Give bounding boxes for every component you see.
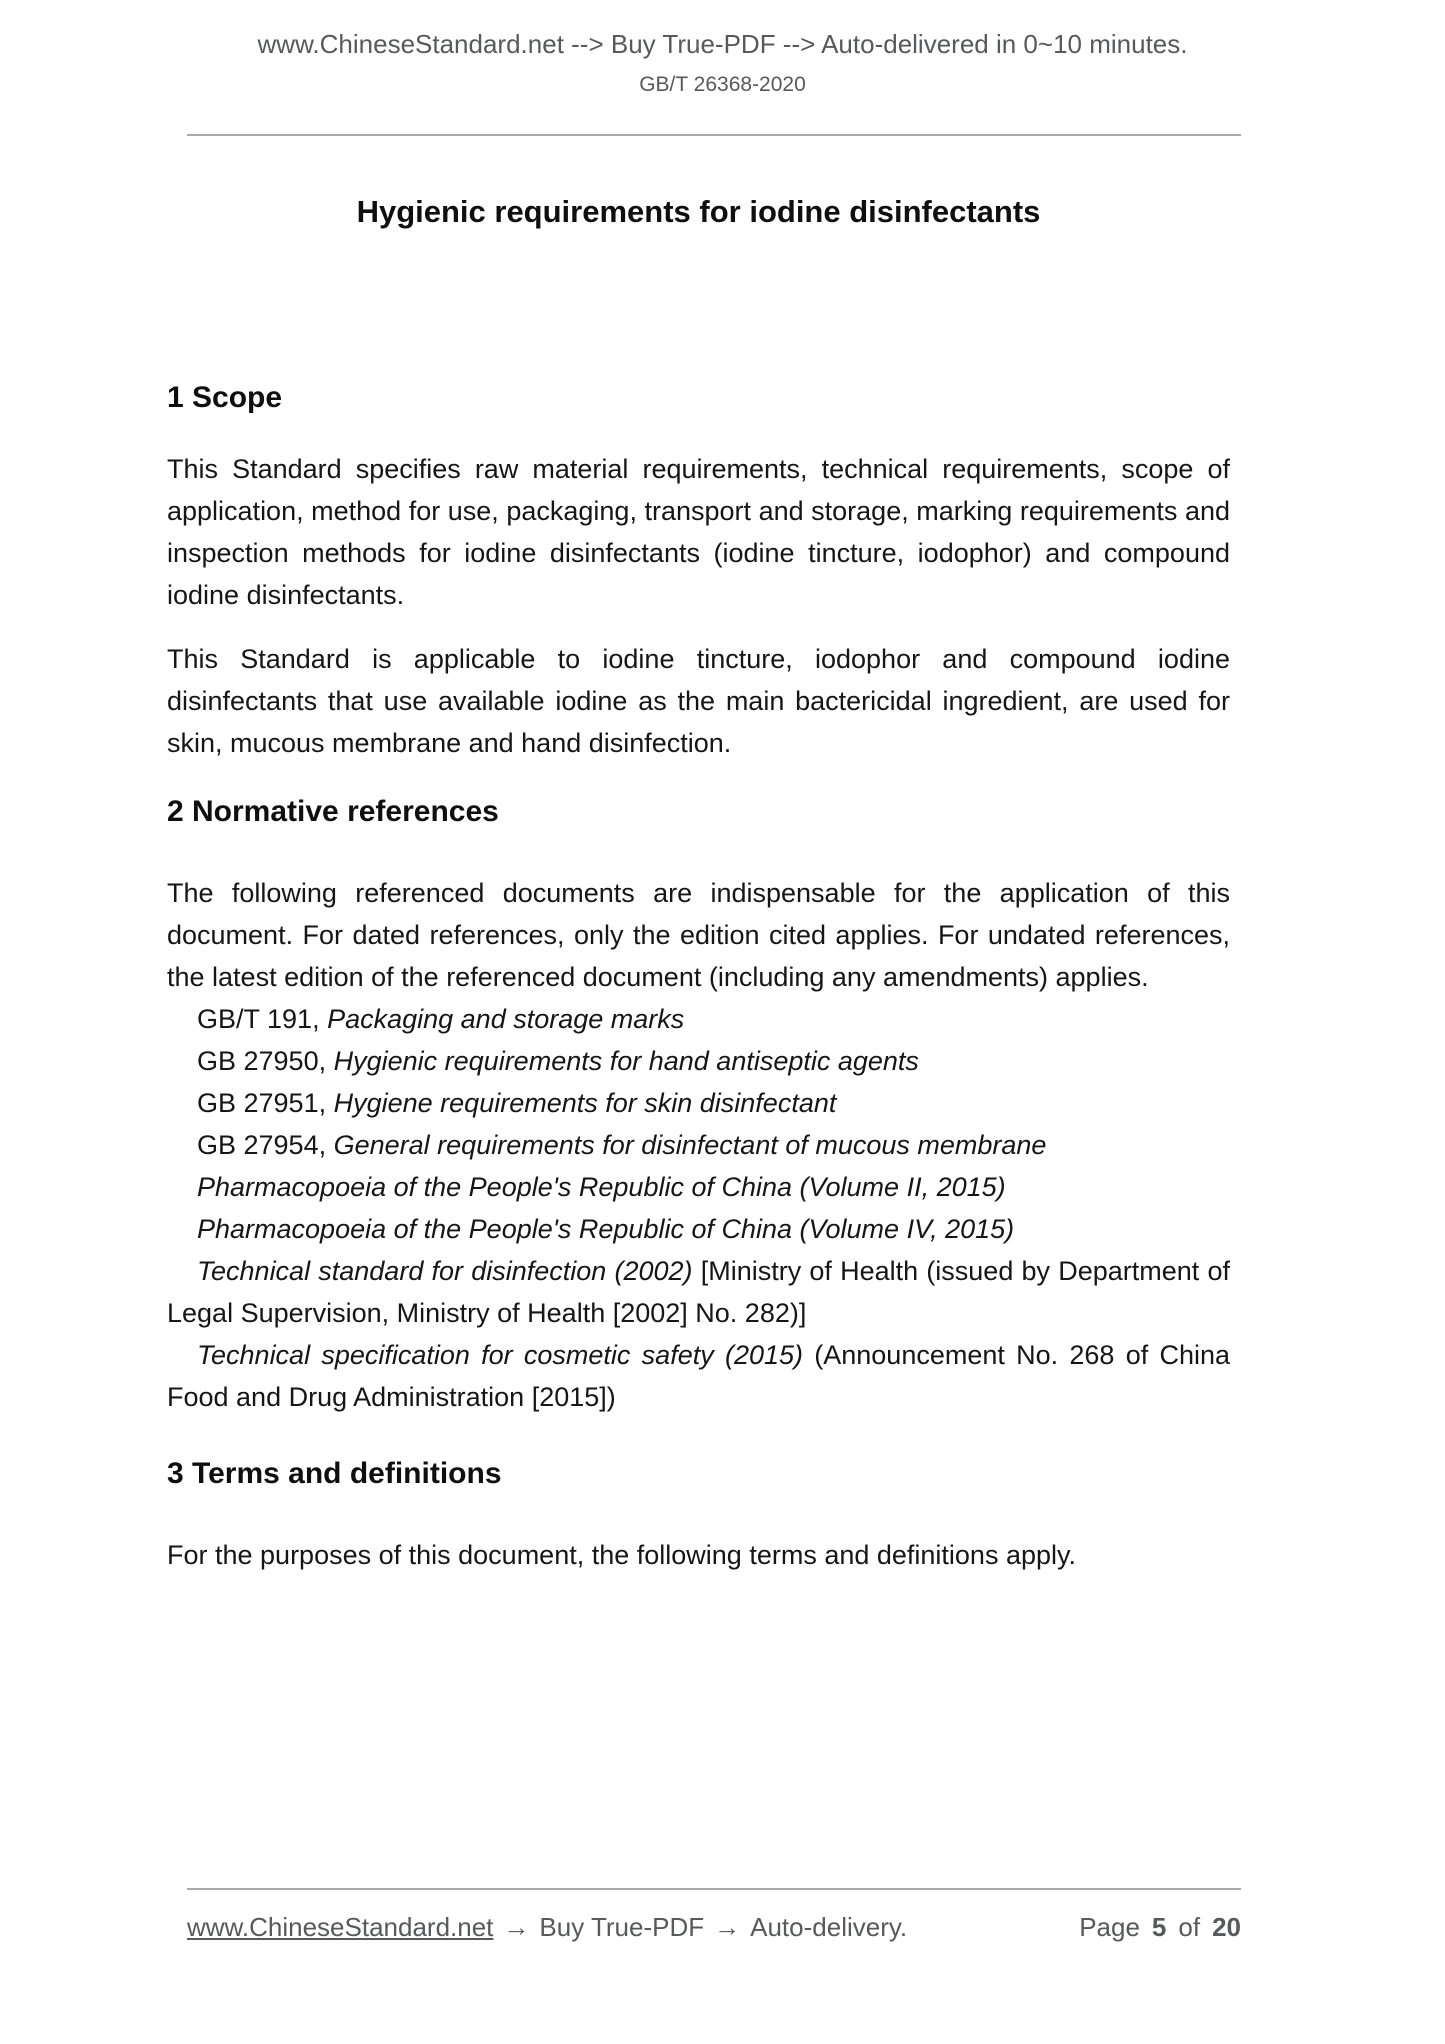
reference-item xyxy=(167,1334,1230,1418)
page-number: 5 xyxy=(1151,1912,1167,1942)
page-header xyxy=(0,0,1445,98)
page-indicator xyxy=(1079,1912,1241,1943)
normative-intro: The following referenced documents are indispensable for the application of this document. For dated references, only the edition cited applies. For undated references, the latest edition of the referenced document (including any amendments) applies. xyxy=(167,878,1230,992)
section-heading-normative: 2 Normative references xyxy=(167,795,499,828)
page-total: 20 xyxy=(1212,1912,1241,1942)
arrow-right-icon: → xyxy=(503,1912,530,1942)
reference-item xyxy=(167,1250,1230,1334)
reference-rest: (Announcement No. 268 of China Food and Drug Administration [2015]) xyxy=(167,1340,1230,1412)
page-label: Page xyxy=(1079,1912,1140,1942)
reference-item xyxy=(167,1082,1230,1124)
reference-code: GB 27950, xyxy=(197,1046,334,1076)
footer-site-link[interactable]: www.ChineseStandard.net xyxy=(187,1912,494,1942)
footer-buy-text: Buy True-PDF xyxy=(539,1912,705,1942)
footer-delivery-text: Auto-delivery. xyxy=(750,1912,908,1942)
reference-item xyxy=(167,1040,1230,1082)
terms-intro: For the purposes of this document, the following terms and definitions apply. xyxy=(167,1540,1076,1570)
reference-code: GB 27954, xyxy=(197,1130,334,1160)
reference-title: Technical standard for disinfection (2002) xyxy=(197,1256,693,1286)
reference-rest: [Ministry of Health (issued by Department of Legal Supervision, Ministry of Health [2002] No. 282)] xyxy=(167,1256,1230,1328)
arrow-right-icon: → xyxy=(714,1912,741,1942)
section-heading-terms: 3 Terms and definitions xyxy=(167,1457,502,1490)
footer-delivery-note xyxy=(187,1912,907,1943)
reference-title: Technical specification for cosmetic safety (2015) xyxy=(197,1340,804,1370)
reference-title: Hygienic requirements for hand antiseptic agents xyxy=(333,1046,919,1076)
header-notice: www.ChineseStandard.net --> Buy True-PDF --> Auto-delivered in 0~10 minutes. xyxy=(257,29,1188,59)
reference-item xyxy=(167,998,1230,1040)
reference-title: Pharmacopoeia of the People's Republic of China (Volume II, 2015) xyxy=(197,1172,1006,1202)
scope-paragraph-2: This Standard is applicable to iodine tincture, iodophor and compound iodine disinfectants that use available iodine as the main bactericidal ingredient, are used for skin, mucous membrane and hand disinfection. xyxy=(167,644,1230,758)
reference-item xyxy=(167,1124,1230,1166)
reference-item xyxy=(167,1208,1230,1250)
scope-paragraph-1: This Standard specifies raw material requirements, technical requirements, scope of application, method for use, packaging, transport and storage, marking requirements and inspection methods for iodine disinfectants (iodine tincture, iodophor) and compound iodine disinfectants. xyxy=(167,454,1230,610)
reference-code: GB/T 191, xyxy=(197,1004,328,1034)
reference-title: Hygiene requirements for skin disinfectant xyxy=(333,1088,837,1118)
document-title: Hygienic requirements for iodine disinfectants xyxy=(356,194,1041,229)
standard-code: GB/T 26368-2020 xyxy=(639,73,806,96)
page-of-label: of xyxy=(1178,1912,1201,1942)
reference-title: General requirements for disinfectant of mucous membrane xyxy=(333,1130,1047,1160)
document-body xyxy=(167,192,1230,1576)
page-footer xyxy=(187,1888,1241,1943)
header-divider xyxy=(187,134,1241,136)
reference-title: Packaging and storage marks xyxy=(327,1004,685,1034)
reference-item xyxy=(167,1166,1230,1208)
section-heading-scope: 1 Scope xyxy=(167,381,283,414)
reference-code: GB 27951, xyxy=(197,1088,334,1118)
reference-title: Pharmacopoeia of the People's Republic of China (Volume IV, 2015) xyxy=(197,1214,1015,1244)
